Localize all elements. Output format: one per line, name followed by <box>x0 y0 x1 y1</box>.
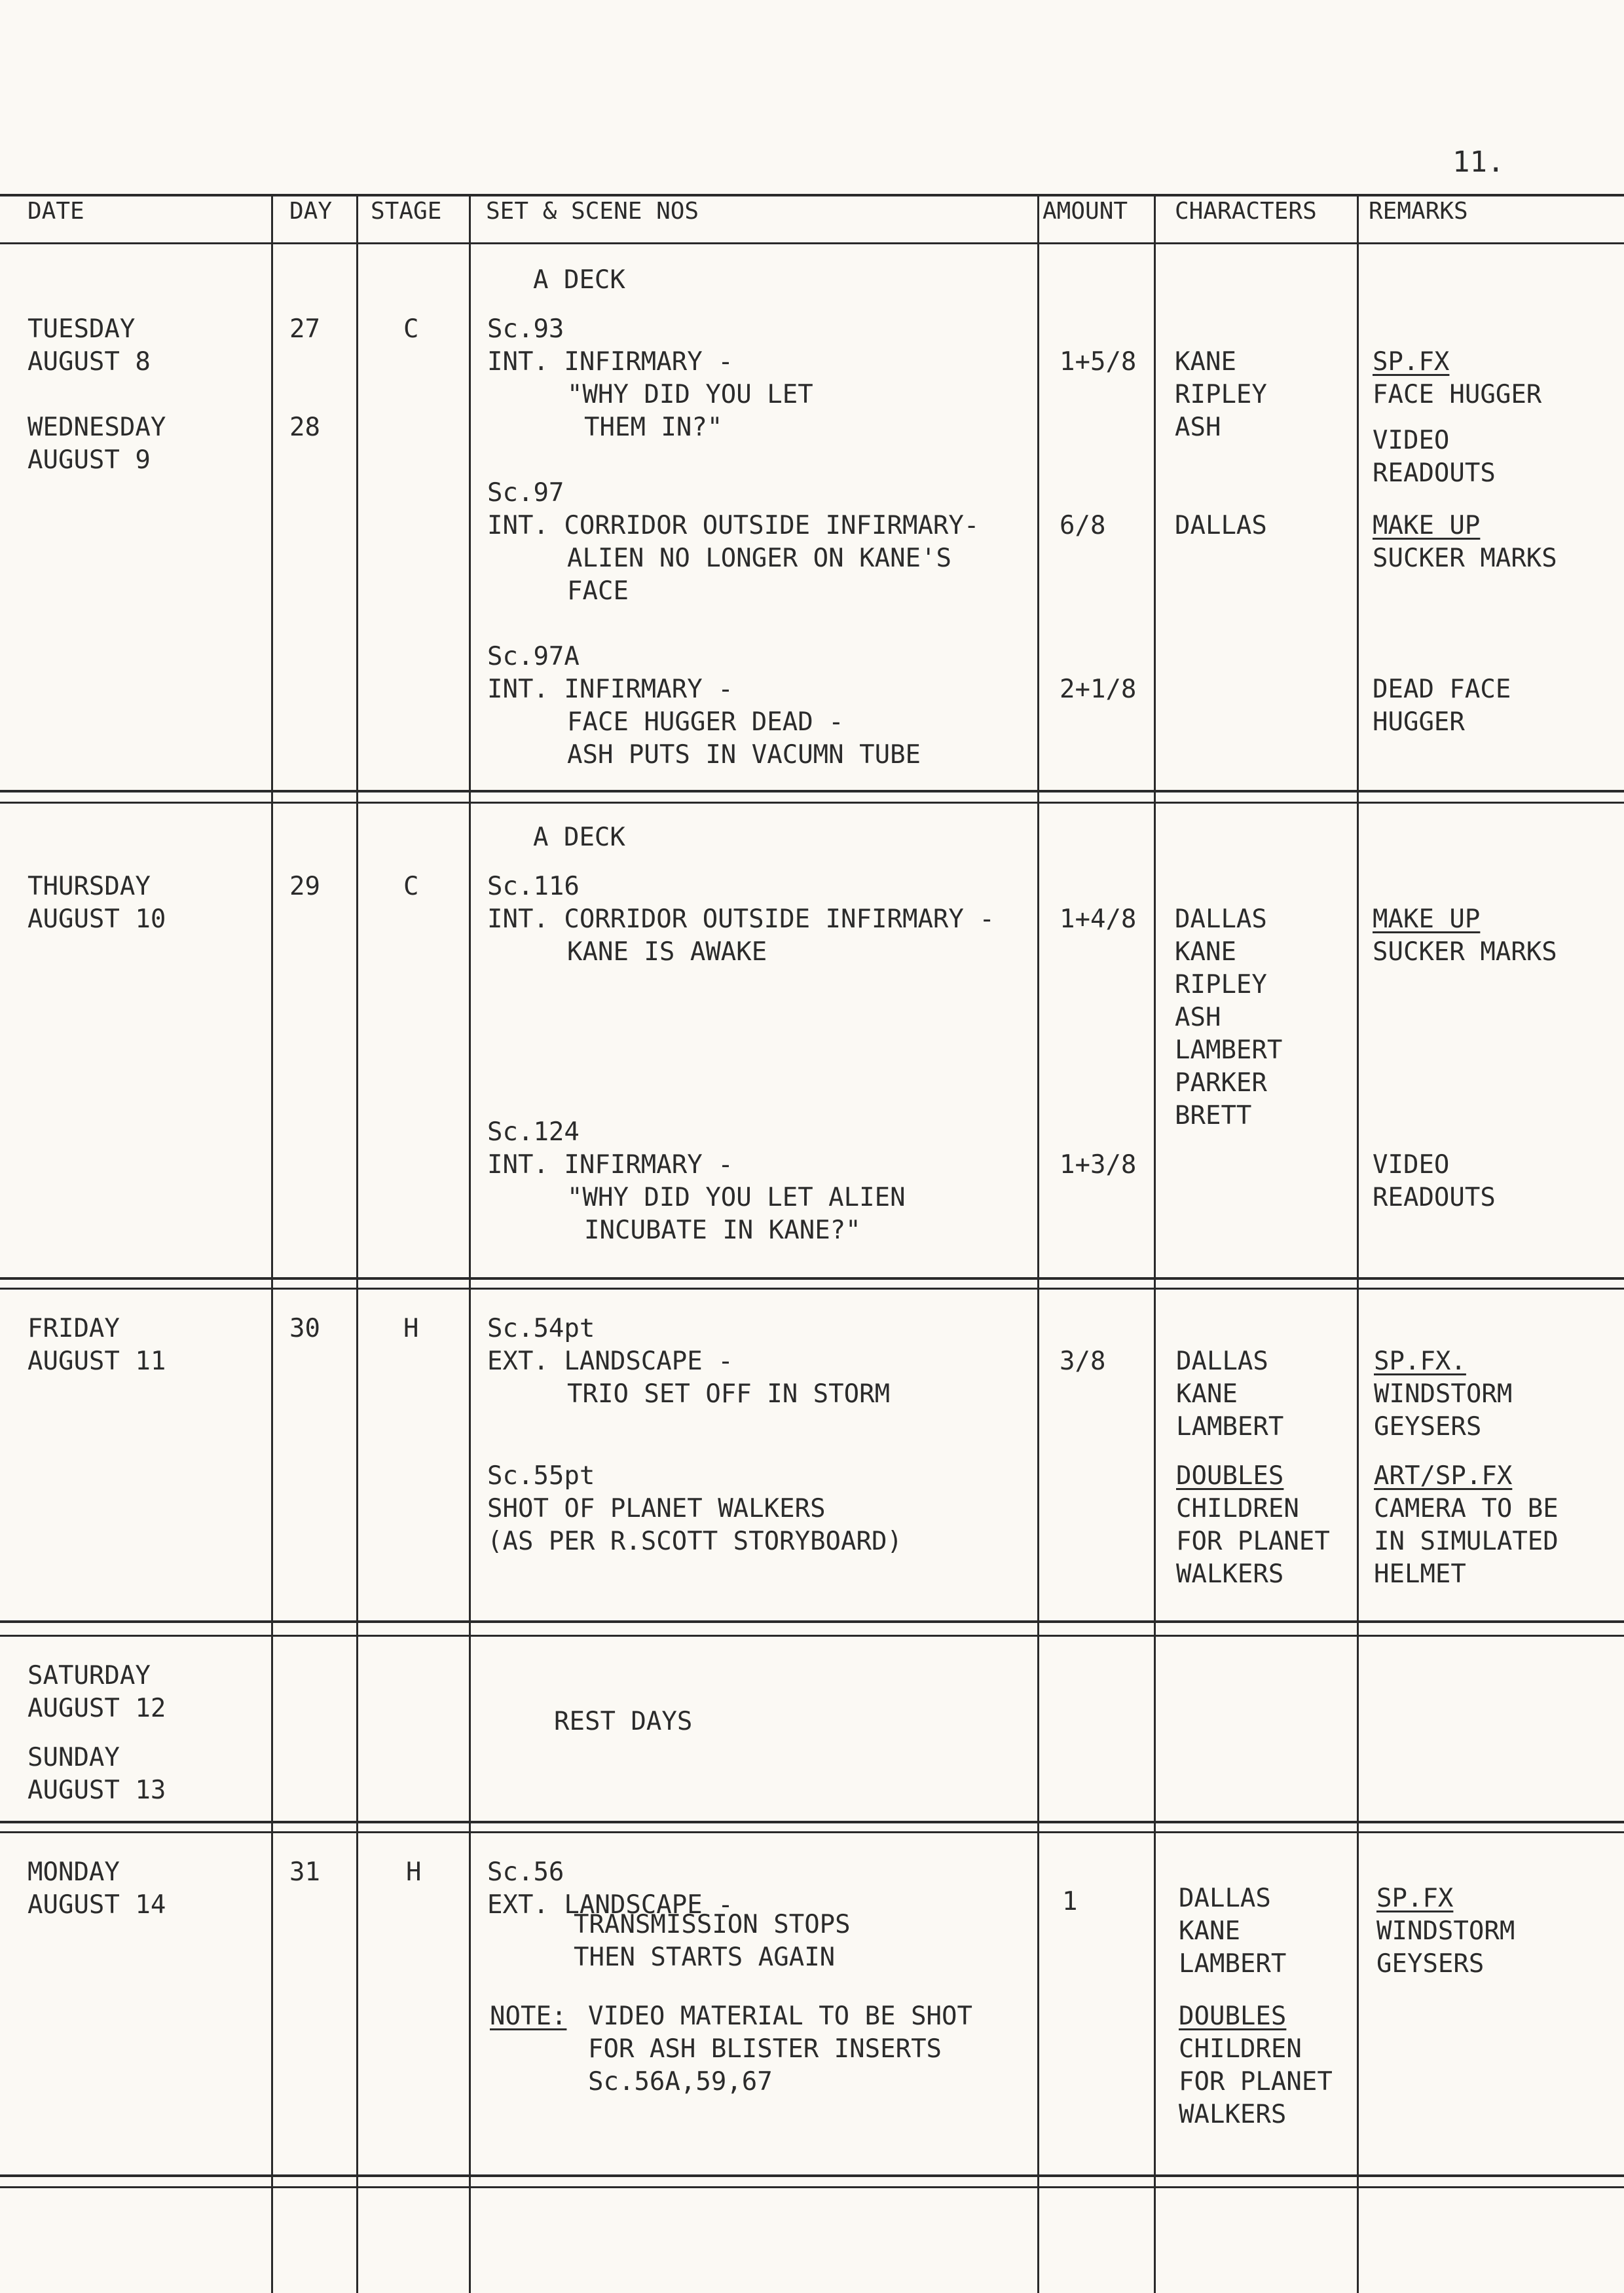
scene-amount: 1+4/8 <box>1060 904 1137 934</box>
character: LAMBERT <box>1176 1412 1284 1442</box>
remark: HUGGER <box>1373 707 1465 737</box>
stage-label: H <box>406 1857 422 1887</box>
stage-label: C <box>403 872 419 901</box>
scene-amount: 1 <box>1062 1887 1078 1916</box>
date-day: MONDAY <box>28 1857 120 1887</box>
scene-heading: EXT. LANDSCAPE - <box>487 1890 733 1920</box>
shoot-day: 31 <box>289 1857 320 1887</box>
remarks-heading: SP.FX. <box>1374 1347 1466 1376</box>
scene-amount: 6/8 <box>1060 511 1106 540</box>
scene-description: KANE IS AWAKE <box>567 937 767 967</box>
block-divider <box>0 1288 1624 1290</box>
remark: WINDSTORM <box>1374 1379 1513 1409</box>
rest-days-label: REST DAYS <box>554 1707 693 1736</box>
scene-number: Sc.116 <box>487 872 580 901</box>
scene-amount: 1+3/8 <box>1060 1150 1137 1180</box>
scene-description: FACE <box>567 576 629 606</box>
date-month: AUGUST 14 <box>28 1890 166 1920</box>
character: LAMBERT <box>1179 1949 1287 1979</box>
character: ASH <box>1175 413 1221 442</box>
scene-amount: 1+5/8 <box>1060 347 1137 377</box>
page-number: 11. <box>1452 145 1505 179</box>
character: CHILDREN <box>1176 1494 1299 1523</box>
scene-heading: INT. INFIRMARY - <box>487 675 733 704</box>
shoot-day: 30 <box>289 1314 320 1343</box>
scene-heading: INT. INFIRMARY - <box>487 347 733 377</box>
character: DALLAS <box>1175 904 1267 934</box>
block-divider <box>0 1821 1624 1823</box>
characters-heading: DOUBLES <box>1179 2002 1287 2031</box>
scene-heading: SHOT OF PLANET WALKERS <box>487 1494 826 1523</box>
column-divider <box>1037 195 1039 2293</box>
remark: CAMERA TO BE <box>1374 1494 1559 1523</box>
date-day: TUESDAY <box>28 314 136 344</box>
remark: DEAD FACE <box>1373 675 1511 704</box>
scene-description: "WHY DID YOU LET ALIEN <box>567 1183 906 1212</box>
scene-number: Sc.97 <box>487 478 564 508</box>
date-day: THURSDAY <box>28 872 151 901</box>
remark: SUCKER MARKS <box>1373 937 1557 967</box>
character: WALKERS <box>1176 1559 1284 1589</box>
scene-description: TRANSMISSION STOPS <box>574 1910 851 1939</box>
remark: READOUTS <box>1373 1183 1496 1212</box>
location-label: A DECK <box>533 823 625 852</box>
header-amount: AMOUNT <box>1043 198 1128 225</box>
remark: GEYSERS <box>1374 1412 1482 1442</box>
scene-description: TRIO SET OFF IN STORM <box>567 1379 891 1409</box>
character: BRETT <box>1175 1101 1252 1130</box>
character: DALLAS <box>1176 1347 1268 1376</box>
column-divider <box>1154 195 1156 2293</box>
date-month: AUGUST 9 <box>28 445 151 475</box>
column-divider <box>271 195 273 2293</box>
character: DALLAS <box>1175 511 1267 540</box>
scene-description: FACE HUGGER DEAD - <box>567 707 844 737</box>
remarks-heading: SP.FX <box>1376 1884 1454 1913</box>
header-day: DAY <box>289 198 333 225</box>
scene-description: THEM IN?" <box>584 413 723 442</box>
stage-label: C <box>403 314 419 344</box>
remarks-heading: MAKE UP <box>1373 904 1481 934</box>
character: KANE <box>1176 1379 1238 1409</box>
character: KANE <box>1175 937 1236 967</box>
character: FOR PLANET <box>1179 2067 1333 2097</box>
scene-description: "WHY DID YOU LET <box>567 380 813 409</box>
block-divider <box>0 790 1624 792</box>
remark: GEYSERS <box>1376 1949 1485 1979</box>
date-month: AUGUST 13 <box>28 1776 166 1805</box>
shoot-day: 28 <box>289 413 320 442</box>
header-top-rule <box>0 194 1624 196</box>
remark: VIDEO <box>1373 1150 1450 1180</box>
note-text: Sc.56A,59,67 <box>588 2067 773 2097</box>
scene-heading: EXT. LANDSCAPE - <box>487 1347 733 1376</box>
header-date: DATE <box>28 198 84 225</box>
remark: FACE HUGGER <box>1373 380 1542 409</box>
scene-number: Sc.54pt <box>487 1314 595 1343</box>
scene-description: INCUBATE IN KANE?" <box>584 1216 861 1245</box>
location-label: A DECK <box>533 265 625 295</box>
remarks-heading: MAKE UP <box>1373 511 1481 540</box>
scene-description: ASH PUTS IN VACUMN TUBE <box>567 740 921 770</box>
remarks-heading: SP.FX <box>1373 347 1450 377</box>
scene-amount: 3/8 <box>1060 1347 1106 1376</box>
date-month: AUGUST 10 <box>28 904 166 934</box>
character: WALKERS <box>1179 2100 1287 2129</box>
header-bottom-rule <box>0 242 1624 244</box>
character: PARKER <box>1175 1068 1267 1098</box>
scene-heading: INT. CORRIDOR OUTSIDE INFIRMARY- <box>487 511 980 540</box>
note-label: NOTE: <box>490 2002 567 2031</box>
shoot-day: 29 <box>289 872 320 901</box>
date-month: AUGUST 8 <box>28 347 151 377</box>
character: RIPLEY <box>1175 380 1267 409</box>
character: FOR PLANET <box>1176 1527 1330 1556</box>
character: RIPLEY <box>1175 970 1267 999</box>
block-divider <box>0 2186 1624 2188</box>
date-day: SUNDAY <box>28 1743 120 1772</box>
scene-number: Sc.56 <box>487 1857 564 1887</box>
remark: READOUTS <box>1373 458 1496 488</box>
date-month: AUGUST 12 <box>28 1694 166 1723</box>
remark: IN SIMULATED <box>1374 1527 1559 1556</box>
block-divider <box>0 1277 1624 1280</box>
character: CHILDREN <box>1179 2034 1302 2064</box>
header-set-scene: SET & SCENE NOS <box>486 198 699 225</box>
character: ASH <box>1175 1003 1221 1032</box>
header-stage: STAGE <box>371 198 442 225</box>
stage-label: H <box>403 1314 419 1343</box>
date-day: WEDNESDAY <box>28 413 166 442</box>
column-divider <box>1357 195 1359 2293</box>
header-characters: CHARACTERS <box>1175 198 1317 225</box>
remark: WINDSTORM <box>1376 1916 1515 1946</box>
character: LAMBERT <box>1175 1035 1283 1065</box>
note-text: VIDEO MATERIAL TO BE SHOT <box>588 2002 972 2031</box>
character: KANE <box>1175 347 1236 377</box>
scene-number: Sc.97A <box>487 642 580 671</box>
scene-number: Sc.93 <box>487 314 564 344</box>
date-day: SATURDAY <box>28 1661 151 1690</box>
block-divider <box>0 1620 1624 1623</box>
remark: SUCKER MARKS <box>1373 544 1557 573</box>
header-remarks: REMARKS <box>1369 198 1468 225</box>
scene-description: THEN STARTS AGAIN <box>574 1943 836 1972</box>
remarks-heading: ART/SP.FX <box>1374 1461 1513 1491</box>
shoot-day: 27 <box>289 314 320 344</box>
note-text: FOR ASH BLISTER INSERTS <box>588 2034 942 2064</box>
characters-heading: DOUBLES <box>1176 1461 1284 1491</box>
block-divider <box>0 802 1624 804</box>
scene-amount: 2+1/8 <box>1060 675 1137 704</box>
column-divider <box>356 195 358 2293</box>
scene-description: ALIEN NO LONGER ON KANE'S <box>567 544 951 573</box>
character: KANE <box>1179 1916 1240 1946</box>
remark: HELMET <box>1374 1559 1466 1589</box>
date-day: FRIDAY <box>28 1314 120 1343</box>
scene-description: (AS PER R.SCOTT STORYBOARD) <box>487 1527 902 1556</box>
scene-heading: INT. CORRIDOR OUTSIDE INFIRMARY - <box>487 904 995 934</box>
remark: VIDEO <box>1373 426 1450 455</box>
date-month: AUGUST 11 <box>28 1347 166 1376</box>
scene-number: Sc.124 <box>487 1117 580 1147</box>
scene-heading: INT. INFIRMARY - <box>487 1150 733 1180</box>
column-divider <box>469 195 471 2293</box>
block-divider <box>0 1635 1624 1637</box>
scene-number: Sc.55pt <box>487 1461 595 1491</box>
block-divider <box>0 2174 1624 2177</box>
block-divider <box>0 1831 1624 1833</box>
character: DALLAS <box>1179 1884 1271 1913</box>
